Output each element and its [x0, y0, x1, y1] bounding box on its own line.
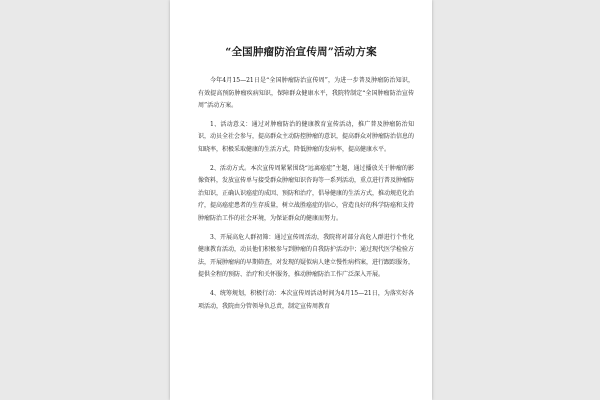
paragraph-method: 2、活动方式。本次宣传周紧紧围绕“远离癌症”主题，通过播放关于肿瘤的影像资料，发放宣传单与接受群众肿瘤知识咨询等一系列活动，重点进行普及肿瘤防治知识，正确认识癌症的成因、预防和治疗，倡导健康的生活方式，推动规范化治疗，提高癌症患者的生存质量，树立战胜癌症的信心，营造良好的科学防癌和支持肿瘤防治工作的社会环境，为保证群众的健康而努力。 — [198, 164, 415, 222]
paragraph-planning: 4、统筹规划，积极行动：本次宣传周活动时间为4月15—21日，为落实好各项活动，我院由分管领导负总责，制定宣传周教育 — [198, 289, 414, 310]
document-body — [170, 75, 432, 313]
paragraph-significance: 1、活动意义：通过对肿瘤防治的健康教育宣传活动，推广普及肿瘤防治知识，动员全社会参与，提高群众主动防控肿瘤的意识，提高群众对肿瘤防治信息的知晓率，积极采取健康的生活方式，降低肿瘤的发病率，提高健康水平。 — [198, 120, 415, 153]
paragraph-intro: 今年4月15—21日是“全国肿瘤防治宣传周”，为进一步普及肿瘤防治知识，有效提高预防肿瘤疾病知识，保障群众健康水平，我院特制定“全国肿瘤防治宣传周”活动方案。 — [198, 77, 414, 110]
document-title: “全国肿瘤防治宣传周”活动方案 — [225, 46, 377, 58]
paragraph-screening: 3、开展高危人群初筛：通过宣传周活动，我院将对部分高危人群进行个性化健康教育活动，动员他们积极参与到肿瘤的自我防护活动中；通过现代医学检验方法，开展肿瘤病的早期筛查，对发现的疑似病人建立慢性病档案，进行跟踪服务，提供全程的预防、治疗和关怀服务，推动肿瘤防治工作广泛深入开展。 — [198, 233, 415, 279]
document-page — [170, 0, 432, 400]
